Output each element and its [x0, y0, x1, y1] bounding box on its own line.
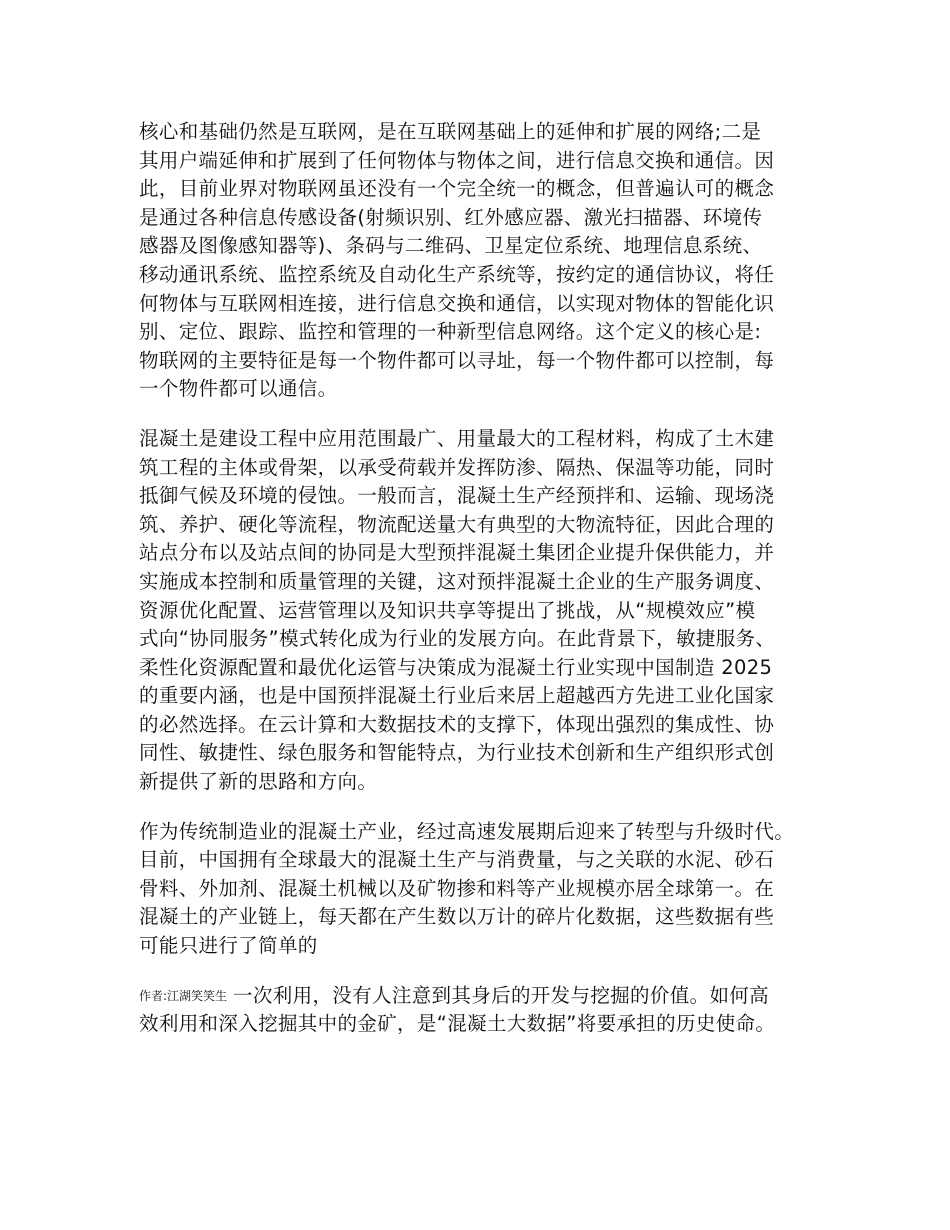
author-note: 作者:江湖笑笑生 — [139, 988, 228, 1003]
text-line: 的重要内涵，也是中国预拌混凝土行业后来居上超越西方先进工业化国家 — [139, 684, 775, 708]
text-line: 移动通讯系统、监控系统及自动化生产系统等，按约定的通信协议，将任 — [139, 262, 775, 286]
paragraph-concrete-industry — [139, 425, 821, 797]
text-line: 其用户端延伸和扩展到了任何物体与物体之间，进行信息交换和通信。因 — [139, 148, 775, 172]
text-line: 目前，中国拥有全球最大的混凝土生产与消费量，与之关联的水泥、砂石 — [139, 848, 775, 872]
text-line: 式向“协同服务”模式转化成为行业的发展方向。在此背景下，敏捷服务、 — [139, 627, 776, 651]
text-line: 此，目前业界对物联网虽还没有一个完全统一的概念，但普遍认可的概念 — [139, 177, 775, 201]
text-line: 同性、敏捷性、绿色服务和智能特点，为行业技术创新和生产组织形式创 — [139, 741, 775, 765]
paragraph-big-data-mission — [139, 982, 821, 1039]
text-line: 别、定位、跟踪、监控和管理的一种新型信息网络。这个定义的核心是: — [139, 320, 762, 344]
text-line: 柔性化资源配置和最优化运管与决策成为混凝土行业实现中国制造 2025 — [139, 655, 773, 679]
text-line: 混凝土是建设工程中应用范围最广、用量最大的工程材料，构成了土木建 — [139, 426, 775, 450]
text-line: 一个物件都可以通信。 — [139, 377, 338, 401]
text-line: 何物体与互联网相连接，进行信息交换和通信，以实现对物体的智能化识 — [139, 291, 775, 315]
text-line: 效利用和深入挖掘其中的金矿，是“混凝土大数据”将要承担的历史使命。 — [139, 1012, 776, 1036]
text-line: 感器及图像感知器等)、条码与二维码、卫星定位系统、地理信息系统、 — [139, 234, 763, 258]
text-line: 实施成本控制和质量管理的关键，这对预拌混凝土企业的生产服务调度、 — [139, 569, 775, 593]
text-line: 物联网的主要特征是每一个物件都可以寻址，每一个物件都可以控制，每 — [139, 348, 775, 372]
text-segment: 一次利用，没有人注意到其身后的开发与挖掘的价值。如何高 — [233, 983, 769, 1007]
text-line: 站点分布以及站点间的协同是大型预拌混凝土集团企业提升保供能力，并 — [139, 541, 775, 565]
text-line: 核心和基础仍然是互联网，是在互联网基础上的延伸和扩展的网络;二是 — [139, 120, 762, 143]
document-page — [139, 118, 821, 1039]
text-line: 混凝土的产业链上，每天都在产生数以万计的碎片化数据，这些数据有些 — [139, 905, 775, 929]
text-line: 作为传统制造业的混凝土产业，经过高速发展期后迎来了转型与升级时代。 — [139, 819, 795, 843]
paragraph-transformation — [139, 818, 821, 961]
text-line: 新提供了新的思路和方向。 — [139, 770, 378, 794]
text-line: 骨料、外加剂、混凝土机械以及矿物掺和料等产业规模亦居全球第一。在 — [139, 876, 775, 900]
text-line: 资源优化配置、运营管理以及知识共享等提出了挑战，从“规模效应”模 — [139, 598, 756, 622]
text-line: 可能只进行了简单的 — [139, 934, 318, 958]
text-line: 筑工程的主体或骨架，以承受荷载并发挥防渗、隔热、保温等功能，同时 — [139, 455, 775, 479]
text-line: 的必然选择。在云计算和大数据技术的支撑下，体现出强烈的集成性、协 — [139, 712, 775, 736]
text-line: 抵御气候及环境的侵蚀。一般而言，混凝土生产经预拌和、运输、现场浇 — [139, 484, 775, 508]
text-line: 筑、养护、硬化等流程，物流配送量大有典型的大物流特征，因此合理的 — [139, 512, 775, 536]
text-line: 是通过各种信息传感设备(射频识别、红外感应器、激光扫描器、环境传 — [139, 205, 763, 229]
text-line — [139, 982, 821, 1011]
paragraph-iot-definition — [139, 118, 821, 404]
